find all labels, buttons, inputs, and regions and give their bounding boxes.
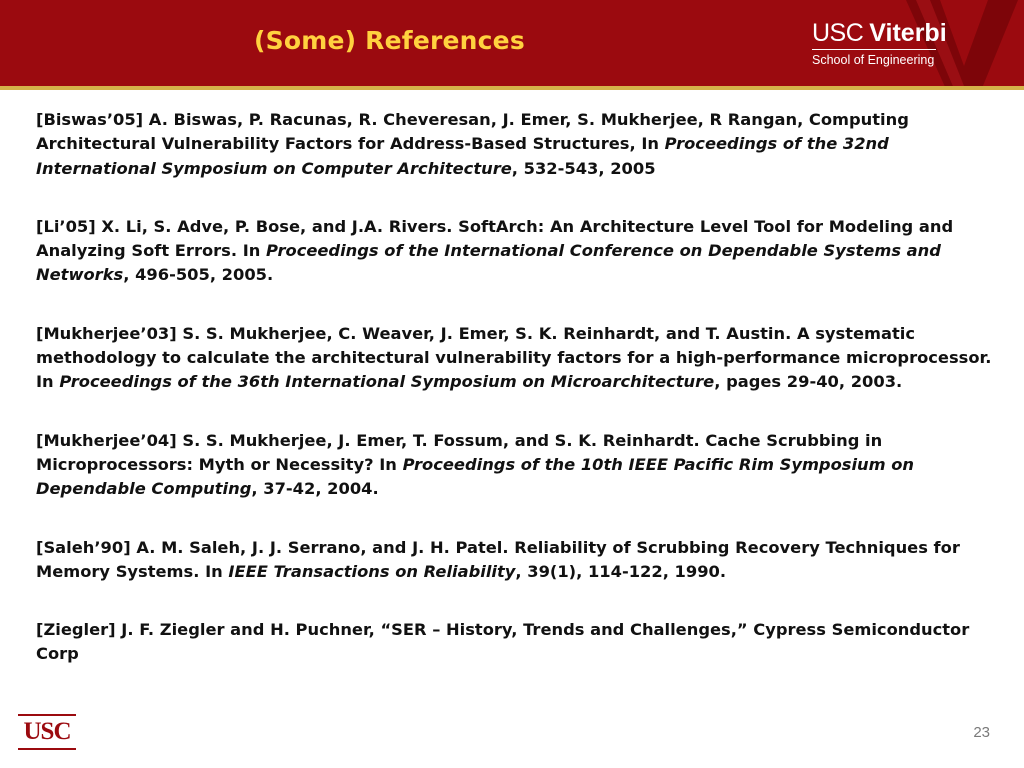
logo-usc-text: USC	[812, 19, 864, 47]
reference-item: [Mukherjee’04] S. S. Mukherjee, J. Emer, T. Fossum, and S. K. Reinhardt. Cache Scrubbing in Microprocessors: Myth or Necessity? In Proceedings of the 10th IEEE Pacific Rim Symposium on Dependable Computing, 37-42, 2004.	[36, 430, 915, 499]
reference-item: [Saleh’90] A. M. Saleh, J. J. Serrano, and J. H. Patel. Reliability of Scrubbing Recovery Techniques for Memory Systems. In IEEE Transactions on Reliability, 39(1), 114-122, 1990.	[36, 537, 960, 581]
logo-divider	[812, 49, 936, 50]
reference-list	[36, 108, 996, 701]
slide-header	[0, 0, 1024, 86]
usc-footer-logo	[18, 714, 76, 750]
header-divider	[0, 86, 1024, 90]
logo-subtitle: School of Engineering	[812, 53, 935, 67]
reference-item: [Biswas’05] A. Biswas, P. Racunas, R. Cheveresan, J. Emer, S. Mukherjee, R Rangan, Computing Architectural Vulnerability Factors for Address-Based Structures, In Proceedings of the 32nd International Symposium on Computer Architecture, 532-543, 2005	[36, 110, 909, 178]
reference-item: [Ziegler] J. F. Ziegler and H. Puchner, “SER – History, Trends and Challenges,” Cypress Semiconductor Corp	[36, 620, 970, 664]
logo-viterbi-text: Viterbi	[869, 19, 947, 47]
page-number: 23	[973, 724, 990, 741]
reference-item: [Mukherjee’03] S. S. Mukherjee, C. Weaver, J. Emer, S. K. Reinhardt, and T. Austin. A systematic methodology to calculate the architectural vulnerability factors for a high-performance microprocessor. In Proceedings of the 36th International Symposium on Microarchitecture, pages 29-40, 2003.	[36, 323, 992, 392]
footer-logo-text: USC	[23, 718, 71, 745]
reference-item: [Li’05] X. Li, S. Adve, P. Bose, and J.A. Rivers. SoftArch: An Architecture Level Tool for Modeling and Analyzing Soft Errors. In Proceedings of the International Conference on Dependable Systems and Networks, 496-505, 2005.	[36, 216, 954, 285]
slide-title: (Some) References	[254, 26, 525, 55]
usc-viterbi-logo	[812, 20, 947, 67]
